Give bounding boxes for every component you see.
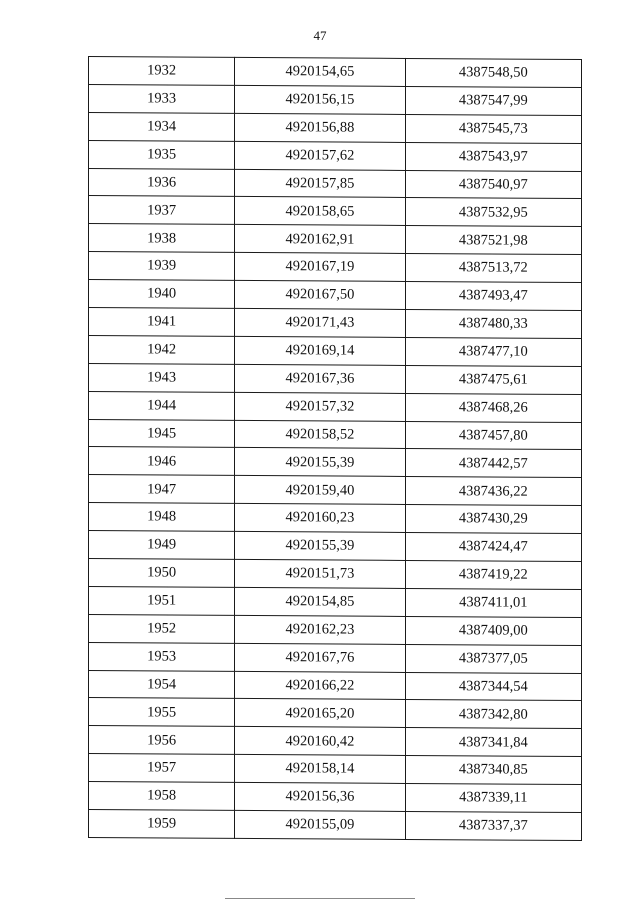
point-number-cell: 1940 <box>89 280 235 309</box>
point-number-cell: 1944 <box>89 391 235 420</box>
table-row <box>89 475 582 506</box>
x-coordinate-cell: 4920158,14 <box>235 755 405 784</box>
y-coordinate-cell: 4387430,29 <box>405 505 581 534</box>
point-number-cell: 1935 <box>89 140 235 169</box>
table-row <box>89 308 582 339</box>
table-row <box>89 140 582 171</box>
x-coordinate-cell: 4920169,14 <box>235 336 405 365</box>
table-row <box>89 698 582 729</box>
x-coordinate-cell: 4920157,85 <box>235 169 405 198</box>
table-row <box>89 642 582 673</box>
y-coordinate-cell: 4387545,73 <box>405 114 581 143</box>
x-coordinate-cell: 4920155,09 <box>235 810 405 839</box>
table-row <box>89 586 582 617</box>
table-row <box>89 754 582 785</box>
x-coordinate-cell: 4920155,39 <box>235 448 405 477</box>
table-row <box>89 559 582 590</box>
point-number-cell: 1938 <box>89 224 235 253</box>
table-row <box>89 57 582 88</box>
point-number-cell: 1946 <box>89 447 235 476</box>
x-coordinate-cell: 4920160,42 <box>235 727 405 756</box>
point-number-cell: 1932 <box>89 57 235 86</box>
x-coordinate-cell: 4920167,36 <box>235 364 405 393</box>
table-row <box>89 168 582 199</box>
point-number-cell: 1949 <box>89 531 235 560</box>
y-coordinate-cell: 4387377,05 <box>405 644 581 673</box>
x-coordinate-cell: 4920167,76 <box>235 643 405 672</box>
y-coordinate-cell: 4387342,80 <box>405 700 581 729</box>
y-coordinate-cell: 4387547,99 <box>405 86 581 115</box>
y-coordinate-cell: 4387419,22 <box>405 560 581 589</box>
table-row <box>89 726 582 757</box>
x-coordinate-cell: 4920158,65 <box>235 197 405 226</box>
point-number-cell: 1954 <box>89 670 235 699</box>
x-coordinate-cell: 4920158,52 <box>235 420 405 449</box>
coordinates-table-body <box>89 57 582 841</box>
x-coordinate-cell: 4920167,50 <box>235 281 405 310</box>
y-coordinate-cell: 4387521,98 <box>405 226 581 255</box>
table-row <box>89 810 582 841</box>
x-coordinate-cell: 4920162,23 <box>235 615 405 644</box>
point-number-cell: 1955 <box>89 698 235 727</box>
table-row <box>89 419 582 450</box>
y-coordinate-cell: 4387337,37 <box>405 811 581 840</box>
y-coordinate-cell: 4387548,50 <box>405 58 581 87</box>
point-number-cell: 1950 <box>89 559 235 588</box>
point-number-cell: 1943 <box>89 363 235 392</box>
y-coordinate-cell: 4387475,61 <box>405 365 581 394</box>
point-number-cell: 1952 <box>89 614 235 643</box>
page-number: 47 <box>313 28 327 43</box>
x-coordinate-cell: 4920167,19 <box>235 253 405 282</box>
x-coordinate-cell: 4920154,65 <box>235 57 405 86</box>
x-coordinate-cell: 4920156,36 <box>235 783 405 812</box>
x-coordinate-cell: 4920155,39 <box>235 532 405 561</box>
point-number-cell: 1957 <box>89 754 235 783</box>
x-coordinate-cell: 4920159,40 <box>235 476 405 505</box>
y-coordinate-cell: 4387468,26 <box>405 393 581 422</box>
x-coordinate-cell: 4920160,23 <box>235 504 405 533</box>
table-row <box>89 363 582 394</box>
y-coordinate-cell: 4387442,57 <box>405 449 581 478</box>
point-number-cell: 1958 <box>89 782 235 811</box>
y-coordinate-cell: 4387424,47 <box>405 533 581 562</box>
point-number-cell: 1941 <box>89 308 235 337</box>
y-coordinate-cell: 4387532,95 <box>405 198 581 227</box>
y-coordinate-cell: 4387341,84 <box>405 728 581 757</box>
table-row <box>89 252 582 283</box>
x-coordinate-cell: 4920157,32 <box>235 392 405 421</box>
point-number-cell: 1934 <box>89 112 235 141</box>
table-row <box>89 335 582 366</box>
table-row <box>89 84 582 115</box>
table-row <box>89 391 582 422</box>
point-number-cell: 1956 <box>89 726 235 755</box>
x-coordinate-cell: 4920157,62 <box>235 141 405 170</box>
table-row <box>89 280 582 311</box>
footer-rule <box>225 898 415 899</box>
x-coordinate-cell: 4920154,85 <box>235 587 405 616</box>
x-coordinate-cell: 4920171,43 <box>235 308 405 337</box>
table-row <box>89 503 582 534</box>
y-coordinate-cell: 4387409,00 <box>405 616 581 645</box>
table-row <box>89 614 582 645</box>
y-coordinate-cell: 4387340,85 <box>405 756 581 785</box>
table-row <box>89 782 582 813</box>
y-coordinate-cell: 4387540,97 <box>405 170 581 199</box>
table-row <box>89 670 582 701</box>
y-coordinate-cell: 4387480,33 <box>405 309 581 338</box>
x-coordinate-cell: 4920156,15 <box>235 85 405 114</box>
coordinates-table <box>88 56 582 841</box>
point-number-cell: 1959 <box>89 810 235 839</box>
point-number-cell: 1953 <box>89 642 235 671</box>
x-coordinate-cell: 4920165,20 <box>235 699 405 728</box>
y-coordinate-cell: 4387477,10 <box>405 337 581 366</box>
point-number-cell: 1951 <box>89 586 235 615</box>
point-number-cell: 1947 <box>89 475 235 504</box>
y-coordinate-cell: 4387513,72 <box>405 254 581 283</box>
x-coordinate-cell: 4920151,73 <box>235 559 405 588</box>
x-coordinate-cell: 4920156,88 <box>235 113 405 142</box>
x-coordinate-cell: 4920166,22 <box>235 671 405 700</box>
y-coordinate-cell: 4387411,01 <box>405 588 581 617</box>
y-coordinate-cell: 4387339,11 <box>405 784 581 813</box>
y-coordinate-cell: 4387344,54 <box>405 672 581 701</box>
point-number-cell: 1942 <box>89 335 235 364</box>
table-row <box>89 112 582 143</box>
y-coordinate-cell: 4387493,47 <box>405 282 581 311</box>
point-number-cell: 1948 <box>89 503 235 532</box>
point-number-cell: 1937 <box>89 196 235 225</box>
point-number-cell: 1936 <box>89 168 235 197</box>
table-row <box>89 447 582 478</box>
point-number-cell: 1939 <box>89 252 235 281</box>
table-row <box>89 196 582 227</box>
y-coordinate-cell: 4387457,80 <box>405 421 581 450</box>
table-row <box>89 531 582 562</box>
point-number-cell: 1933 <box>89 84 235 113</box>
point-number-cell: 1945 <box>89 419 235 448</box>
x-coordinate-cell: 4920162,91 <box>235 225 405 254</box>
y-coordinate-cell: 4387436,22 <box>405 477 581 506</box>
y-coordinate-cell: 4387543,97 <box>405 142 581 171</box>
table-row <box>89 224 582 255</box>
